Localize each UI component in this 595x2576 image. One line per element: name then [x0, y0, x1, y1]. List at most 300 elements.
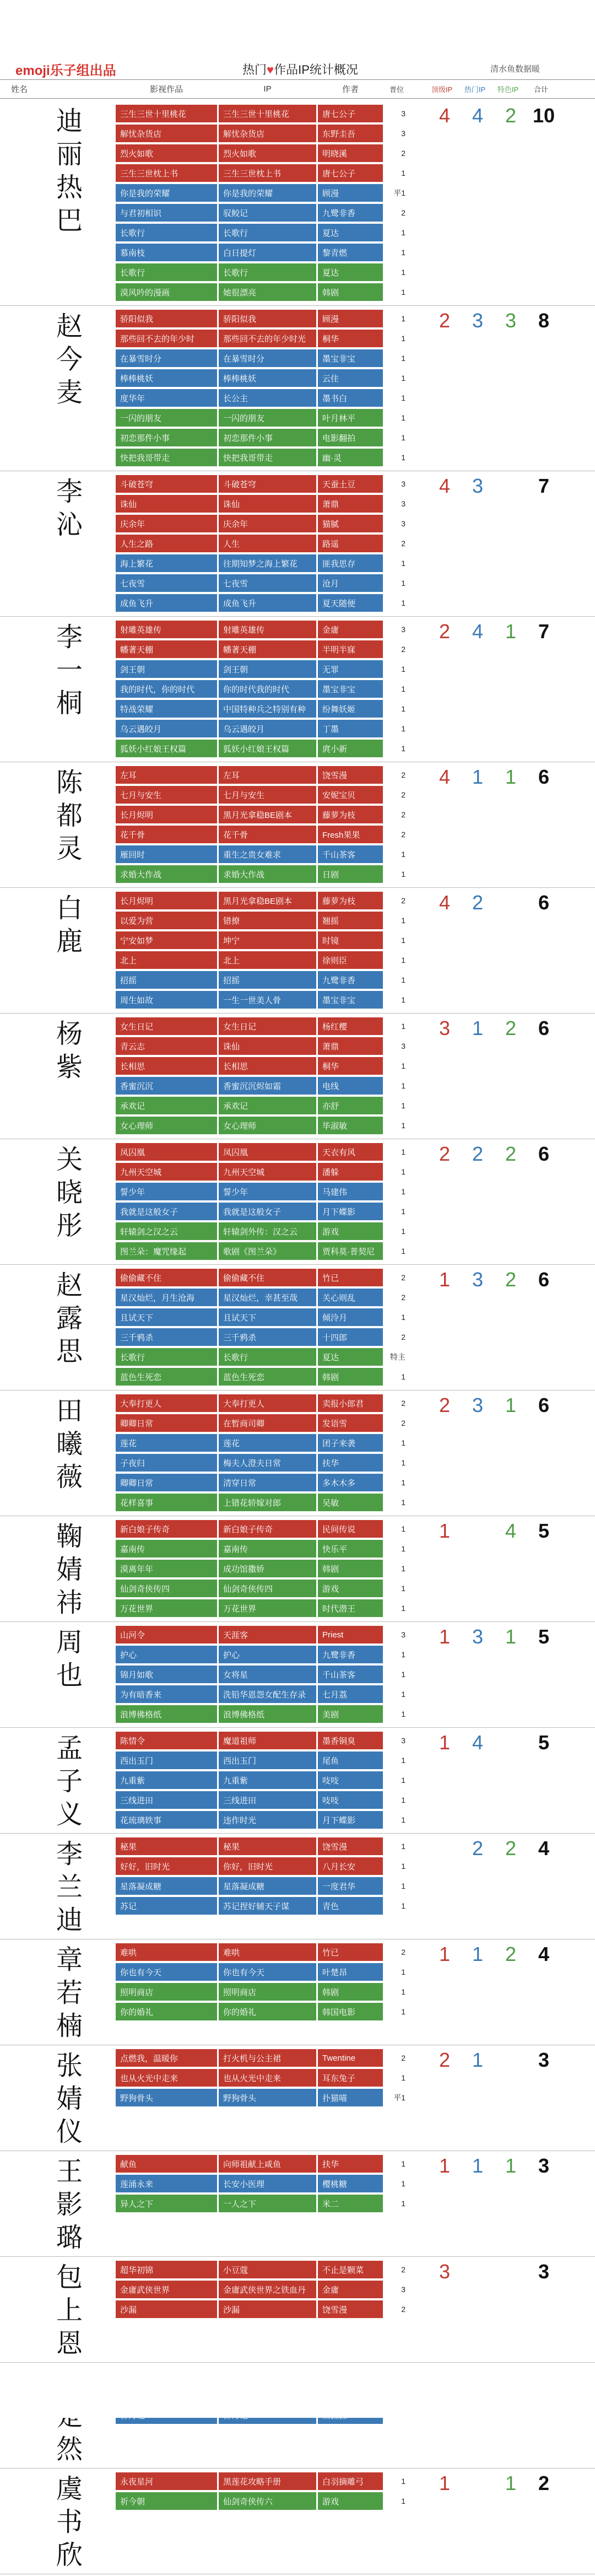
- multi-cell: 1: [401, 1207, 405, 1216]
- work-cell: 长月烬明: [116, 806, 217, 823]
- ip-cell: 长安小医理: [219, 2175, 316, 2192]
- count-hot-ip: 1: [472, 766, 484, 788]
- multi-cell: 1: [401, 394, 405, 402]
- table-row: [116, 2175, 408, 2192]
- artist-name: 杨 紫: [56, 1018, 83, 1082]
- author-cell: 潘躲: [318, 1163, 383, 1181]
- table-row: [116, 2472, 408, 2490]
- work-cell: 我的时代，你的时代: [116, 680, 217, 698]
- multi-cell: 3: [401, 499, 405, 508]
- count-top-ip: 1: [439, 1943, 451, 1965]
- artist-section: [0, 1835, 595, 1941]
- ip-cell: 坤宁: [219, 931, 316, 949]
- multi-cell: 1: [401, 559, 405, 568]
- multi-cell: 1: [401, 1776, 405, 1785]
- table-row: [116, 1646, 408, 1663]
- ip-cell: 黑月光拿稳BE剧本: [219, 806, 316, 823]
- ip-cell: 西出玉门: [219, 1752, 316, 1769]
- table-row: [116, 1771, 408, 1789]
- table-row: [116, 2049, 408, 2067]
- author-cell: 明晓溪: [318, 144, 383, 162]
- table-row: [116, 740, 408, 757]
- table-row: [116, 720, 408, 737]
- artist-name: 李 沁: [56, 476, 83, 540]
- author-cell: 韩国电影: [318, 2003, 383, 2020]
- multi-cell: 1: [401, 433, 405, 442]
- table-row: [116, 1434, 408, 1452]
- author-cell: 墨宝非宝: [318, 991, 383, 1009]
- work-cell: 骄阳似我: [116, 310, 217, 327]
- count-top-ip: 2: [439, 1143, 451, 1165]
- table-row: [116, 1222, 408, 1240]
- ip-cell: 小豆蔻: [219, 2261, 316, 2278]
- ip-cell: 莲花: [219, 1434, 316, 1452]
- brand-prefix: emoji: [15, 63, 50, 78]
- ip-cell: 沙漏: [219, 2300, 316, 2318]
- table-row: [116, 1540, 408, 1558]
- page-title: [242, 61, 358, 78]
- ip-cell: 三生三世十里桃花: [219, 105, 316, 122]
- ip-cell: 长公主: [219, 389, 316, 407]
- work-cell: 求婚大作战: [116, 865, 217, 883]
- multi-cell: 1: [401, 1524, 405, 1533]
- ip-cell: 骄阳似我: [219, 310, 316, 327]
- table-row: [116, 1811, 408, 1829]
- ip-cell: 成功馆撒娇: [219, 1560, 316, 1577]
- count-featured-ip: 2: [505, 104, 517, 127]
- author-cell: 一度君华: [318, 1877, 383, 1895]
- work-cell: 烈火如歌: [116, 144, 217, 162]
- author-cell: 路遥: [318, 535, 383, 552]
- work-cell: 异人之下: [116, 2195, 217, 2212]
- table-row: [116, 409, 408, 427]
- multi-cell: 1: [401, 936, 405, 945]
- multi-cell: 1: [401, 2007, 405, 2016]
- multi-cell: 1: [401, 1815, 405, 1824]
- count-hot-ip: 4: [472, 1731, 484, 1754]
- table-row: [116, 1454, 408, 1472]
- table-row: [116, 2155, 408, 2173]
- table-row: [116, 1183, 408, 1200]
- artist-name: 白 鹿: [56, 893, 83, 957]
- author-cell: 杨红樱: [318, 1017, 383, 1035]
- work-cell: 好好，旧时光: [116, 1857, 217, 1875]
- work-cell: 解忧杂货店: [116, 125, 217, 142]
- header-multi: 普位: [389, 85, 404, 94]
- ip-cell: 那些回不去的年少时光: [219, 330, 316, 347]
- section-divider: [0, 2362, 595, 2363]
- work-cell: 苏记: [116, 1897, 217, 1915]
- author-cell: 扑猫喵: [318, 2089, 383, 2106]
- table-row: [116, 1791, 408, 1809]
- count-total: 7: [538, 620, 550, 643]
- work-cell: 剑王朝: [116, 660, 217, 678]
- table-row: [116, 1705, 408, 1723]
- multi-cell: 1: [401, 1167, 405, 1176]
- count-total: 4: [538, 1837, 550, 1860]
- work-cell: 三生三世十里桃花: [116, 105, 217, 122]
- multi-cell: 2: [401, 1273, 405, 1282]
- ip-cell: 你好，旧时光: [219, 1857, 316, 1875]
- work-cell: 幡著天棚: [116, 640, 217, 658]
- work-cell: 长相思: [116, 1057, 217, 1075]
- table-row: [116, 1289, 408, 1306]
- author-cell: 桐华: [318, 330, 383, 347]
- count-featured-ip: 3: [505, 309, 517, 332]
- ip-cell: 新白娘子传奇: [219, 1520, 316, 1538]
- work-cell: 凤囚凰: [116, 1143, 217, 1161]
- work-cell: 你是我的荣耀: [116, 184, 217, 202]
- ip-cell: 七夜雪: [219, 574, 316, 592]
- multi-cell: 2: [401, 2054, 405, 2062]
- table-row: [116, 244, 408, 261]
- multi-cell: 1: [401, 1882, 405, 1890]
- author-cell: 耳东兔子: [318, 2069, 383, 2087]
- ip-cell: 幡著天棚: [219, 640, 316, 658]
- work-cell: 射雕英雄传: [116, 621, 217, 638]
- count-top-ip: 1: [439, 1731, 451, 1754]
- work-cell: 嘉南传: [116, 1540, 217, 1558]
- multi-cell: 1: [401, 334, 405, 343]
- ip-cell: 中国特种兵之特别有种: [219, 700, 316, 718]
- multi-cell: 1: [401, 169, 405, 177]
- ip-cell: 天涯客: [219, 1626, 316, 1643]
- table-row: [116, 680, 408, 698]
- table-row: [116, 2003, 408, 2020]
- multi-cell: 1: [401, 1584, 405, 1593]
- author-cell: 夏达: [318, 224, 383, 241]
- table-row: [116, 2492, 408, 2510]
- author-cell: 八月长安: [318, 1857, 383, 1875]
- author-cell: 民间传说: [318, 1520, 383, 1538]
- artist-section: [0, 1941, 595, 2047]
- ip-cell: 歌剧《图兰朵》: [219, 1242, 316, 1260]
- ip-cell: 九州天空城: [219, 1163, 316, 1181]
- artist-name: 赵 露 思: [56, 1270, 83, 1367]
- header-top-ip: 顶级IP: [431, 85, 453, 94]
- work-cell: 你的婚礼: [116, 2003, 217, 2020]
- work-cell: 快把我哥带走: [116, 449, 217, 466]
- ip-cell: 长歌行: [219, 263, 316, 281]
- count-featured-ip: 2: [505, 1837, 517, 1860]
- work-cell: 蓝色生死恋: [116, 1368, 217, 1386]
- table-row: [116, 1203, 408, 1220]
- author-cell: 扶华: [318, 1454, 383, 1472]
- ip-cell: 成鱼飞升: [219, 594, 316, 612]
- multi-cell: 1: [401, 1498, 405, 1507]
- work-cell: 特战荣耀: [116, 700, 217, 718]
- author-cell: 沧月: [318, 574, 383, 592]
- author-cell: 发语雪: [318, 1414, 383, 1432]
- table-row: [116, 1328, 408, 1346]
- author-cell: 唐七公子: [318, 105, 383, 122]
- count-hot-ip: 3: [472, 475, 484, 497]
- author-cell: 幽·灵: [318, 449, 383, 466]
- table-row: [116, 594, 408, 612]
- ip-cell: 错撩: [219, 912, 316, 929]
- artist-name: 王 影 璐: [56, 2156, 83, 2253]
- header-ip: IP: [263, 84, 272, 94]
- multi-cell: 2: [401, 2265, 405, 2274]
- author-cell: 电影翻拍: [318, 429, 383, 446]
- work-cell: 七夜雪: [116, 574, 217, 592]
- author-cell: 团子来袭: [318, 1434, 383, 1452]
- table-row: [116, 660, 408, 678]
- multi-cell: 平1: [393, 188, 405, 197]
- ip-cell: 梅夫人澄夫日常: [219, 1454, 316, 1472]
- section-divider: [0, 1264, 595, 1265]
- work-cell: 花样喜事: [116, 1494, 217, 1511]
- count-top-ip: 3: [439, 1017, 451, 1039]
- ip-cell: 一闪的朋友: [219, 409, 316, 427]
- table-row: [116, 931, 408, 949]
- work-cell: 承欢记: [116, 1097, 217, 1114]
- author-cell: 卖报小郎君: [318, 1394, 383, 1412]
- count-featured-ip: 2: [505, 1143, 517, 1165]
- author-cell: 关心则乱: [318, 1289, 383, 1306]
- author-cell: 青色: [318, 1897, 383, 1915]
- ip-cell: 野狗骨头: [219, 2089, 316, 2106]
- ip-cell: 七月与安生: [219, 786, 316, 804]
- table-row: [116, 330, 408, 347]
- multi-cell: 1: [401, 599, 405, 607]
- author-cell: 藤萝为枝: [318, 806, 383, 823]
- multi-cell: 1: [401, 248, 405, 257]
- multi-cell: 1: [401, 1604, 405, 1613]
- ip-cell: 蓝色生死恋: [219, 1368, 316, 1386]
- work-cell: 北上: [116, 951, 217, 969]
- author-cell: 萧鼎: [318, 1037, 383, 1055]
- table-row: [116, 310, 408, 327]
- table-row: [116, 1857, 408, 1875]
- count-total: 6: [538, 1143, 550, 1165]
- work-cell: 西出玉门: [116, 1752, 217, 1769]
- table-row: [116, 1752, 408, 1769]
- artist-name: 赵 今 麦: [56, 311, 83, 408]
- multi-cell: 特主: [390, 1352, 405, 1361]
- work-cell: 香蜜沉沉: [116, 1077, 217, 1095]
- ip-cell: 我就是这般女子: [219, 1203, 316, 1220]
- work-cell: 陈情令: [116, 1732, 217, 1749]
- section-divider: [0, 1621, 595, 1622]
- work-cell: 难哄: [116, 1943, 217, 1961]
- ip-cell: 女将星: [219, 1666, 316, 1683]
- author-cell: 亦舒: [318, 1097, 383, 1114]
- author-cell: 夏达: [318, 263, 383, 281]
- author-cell: 月下蝶影: [318, 1811, 383, 1829]
- artist-section: [0, 1141, 595, 1267]
- ip-cell: 仙剑奇侠传六: [219, 2492, 316, 2510]
- work-cell: 你也有今天: [116, 1963, 217, 1981]
- author-cell: 金庸: [318, 2281, 383, 2298]
- table-row: [116, 429, 408, 446]
- ip-cell: 魔道祖师: [219, 1732, 316, 1749]
- work-cell: 星汉灿烂，月生沧海: [116, 1289, 217, 1306]
- author-cell: 韩剧: [318, 1368, 383, 1386]
- ip-cell: 诛仙: [219, 1037, 316, 1055]
- count-top-ip: 2: [439, 2049, 451, 2071]
- author-cell: 九鹭非香: [318, 204, 383, 222]
- work-cell: 轩辕剑之汉之云: [116, 1222, 217, 1240]
- footer-blank: [0, 2364, 595, 2418]
- table-row: [116, 2261, 408, 2278]
- table-row: [116, 224, 408, 241]
- work-cell: 招摇: [116, 971, 217, 989]
- section-divider: [0, 887, 595, 888]
- work-cell: 新白娘子传奇: [116, 1520, 217, 1538]
- table-row: [116, 865, 408, 883]
- count-total: 7: [538, 475, 550, 497]
- author-cell: 藤萝为枝: [318, 892, 383, 909]
- multi-cell: 1: [401, 2497, 405, 2505]
- table-row: [116, 971, 408, 989]
- multi-cell: 2: [401, 770, 405, 779]
- multi-cell: 2: [401, 790, 405, 799]
- header-author: 作者: [342, 84, 359, 94]
- table-row: [116, 1963, 408, 1981]
- multi-cell: 1: [401, 288, 405, 297]
- table-row: [116, 1017, 408, 1035]
- artist-section: [0, 764, 595, 890]
- ip-cell: 求婚大作战: [219, 865, 316, 883]
- author-cell: 九鹭非香: [318, 1646, 383, 1663]
- ip-cell: 北上: [219, 951, 316, 969]
- author-cell: 千山茶客: [318, 845, 383, 863]
- section-divider: [0, 616, 595, 617]
- table-row: [116, 1626, 408, 1643]
- count-total: 10: [532, 104, 555, 127]
- work-cell: 我就是这般女子: [116, 1203, 217, 1220]
- brand-suffix: 乐子组出品: [50, 63, 116, 78]
- table-row: [116, 2300, 408, 2318]
- work-cell: 初恋那件小事: [116, 429, 217, 446]
- count-hot-ip: 3: [472, 309, 484, 332]
- table-row: [116, 2281, 408, 2298]
- work-cell: 庆余年: [116, 515, 217, 532]
- artist-name: 虞 书 欣: [56, 2473, 83, 2570]
- multi-cell: 2: [401, 810, 405, 819]
- work-cell: 与君初相识: [116, 204, 217, 222]
- work-cell: 九州天空城: [116, 1163, 217, 1181]
- table-row: [116, 1560, 408, 1577]
- table-row: [116, 1943, 408, 1961]
- multi-cell: 1: [401, 1862, 405, 1871]
- table-row: [116, 349, 408, 367]
- count-total: 5: [538, 1625, 550, 1648]
- count-hot-ip: 2: [472, 891, 484, 914]
- artist-name: 田 曦 薇: [56, 1395, 83, 1492]
- work-cell: 祈今朝: [116, 2492, 217, 2510]
- count-hot-ip: 3: [472, 1394, 484, 1416]
- artist-name: 陈 都 灵: [56, 767, 83, 864]
- author-cell: 安妮宝贝: [318, 786, 383, 804]
- multi-cell: 1: [401, 2199, 405, 2208]
- ip-cell: 嘉南传: [219, 1540, 316, 1558]
- table-row: [116, 640, 408, 658]
- work-cell: 献鱼: [116, 2155, 217, 2173]
- artist-section: [0, 618, 595, 764]
- multi-cell: 1: [401, 1796, 405, 1804]
- multi-cell: 1: [401, 744, 405, 753]
- header-name: 姓名: [11, 84, 28, 94]
- count-top-ip: 4: [439, 891, 451, 914]
- work-cell: 女心理师: [116, 1117, 217, 1134]
- count-featured-ip: 1: [505, 2472, 517, 2494]
- artist-section: [0, 1624, 595, 1729]
- author-cell: 多木木多: [318, 1474, 383, 1491]
- work-cell: 人生之路: [116, 535, 217, 552]
- multi-cell: 1: [401, 1438, 405, 1447]
- work-cell: 长歌行: [116, 263, 217, 281]
- work-cell: 仙剑奇侠传四: [116, 1580, 217, 1597]
- count-featured-ip: 1: [505, 620, 517, 643]
- author-cell: 竹已: [318, 1943, 383, 1961]
- multi-cell: 1: [401, 870, 405, 879]
- table-row: [116, 892, 408, 909]
- multi-cell: 1: [401, 1650, 405, 1659]
- ip-cell: 承欢记: [219, 1097, 316, 1114]
- author-cell: 墨书白: [318, 389, 383, 407]
- work-cell: 照明商店: [116, 1983, 217, 2001]
- multi-cell: 3: [401, 1042, 405, 1050]
- multi-cell: 1: [401, 1901, 405, 1910]
- table-row: [116, 1474, 408, 1491]
- multi-cell: 1: [401, 2073, 405, 2082]
- ip-cell: 烈火如歌: [219, 144, 316, 162]
- multi-cell: 1: [401, 704, 405, 713]
- ip-cell: 三千鸦杀: [219, 1328, 316, 1346]
- artist-section: [0, 1518, 595, 1624]
- count-featured-ip: 1: [505, 1394, 517, 1416]
- artist-section: [0, 1392, 595, 1518]
- work-cell: 女生日记: [116, 1017, 217, 1035]
- ip-cell: 往期知梦之海上繁花: [219, 554, 316, 572]
- ip-cell: 你的婚礼: [219, 2003, 316, 2020]
- multi-cell: 1: [401, 1022, 405, 1031]
- work-cell: 宁安如梦: [116, 931, 217, 949]
- ip-cell: 驭鲛记: [219, 204, 316, 222]
- artist-section: [0, 2153, 595, 2259]
- artist-section: [0, 1015, 595, 1141]
- table-row: [116, 1877, 408, 1895]
- work-cell: 浪博佛格纸: [116, 1705, 217, 1723]
- work-cell: 长月烬明: [116, 892, 217, 909]
- count-hot-ip: 4: [472, 104, 484, 127]
- table-row: [116, 1163, 408, 1181]
- table-row: [116, 125, 408, 142]
- artist-name: 鞠 婧 祎: [56, 1521, 83, 1618]
- ip-cell: 诛仙: [219, 495, 316, 513]
- header-total: 合计: [533, 85, 548, 94]
- multi-cell: 1: [401, 2159, 405, 2168]
- multi-cell: 1: [401, 1372, 405, 1381]
- work-cell: 斗破苍穹: [116, 475, 217, 493]
- multi-cell: 1: [401, 374, 405, 382]
- table-row: [116, 845, 408, 863]
- work-cell: 棒棒桃妖: [116, 369, 217, 387]
- count-top-ip: 2: [439, 620, 451, 643]
- multi-cell: 2: [401, 208, 405, 217]
- count-total: 6: [538, 1394, 550, 1416]
- brand-logo: [15, 60, 116, 79]
- author-cell: 饶雪漫: [318, 2300, 383, 2318]
- ip-cell: 九重紫: [219, 1771, 316, 1789]
- ip-cell: 香蜜沉沉烬如霜: [219, 1077, 316, 1095]
- multi-cell: 2: [401, 645, 405, 654]
- work-cell: 莲花: [116, 1434, 217, 1452]
- work-cell: 乌云遇皎月: [116, 720, 217, 737]
- count-total: 6: [538, 766, 550, 788]
